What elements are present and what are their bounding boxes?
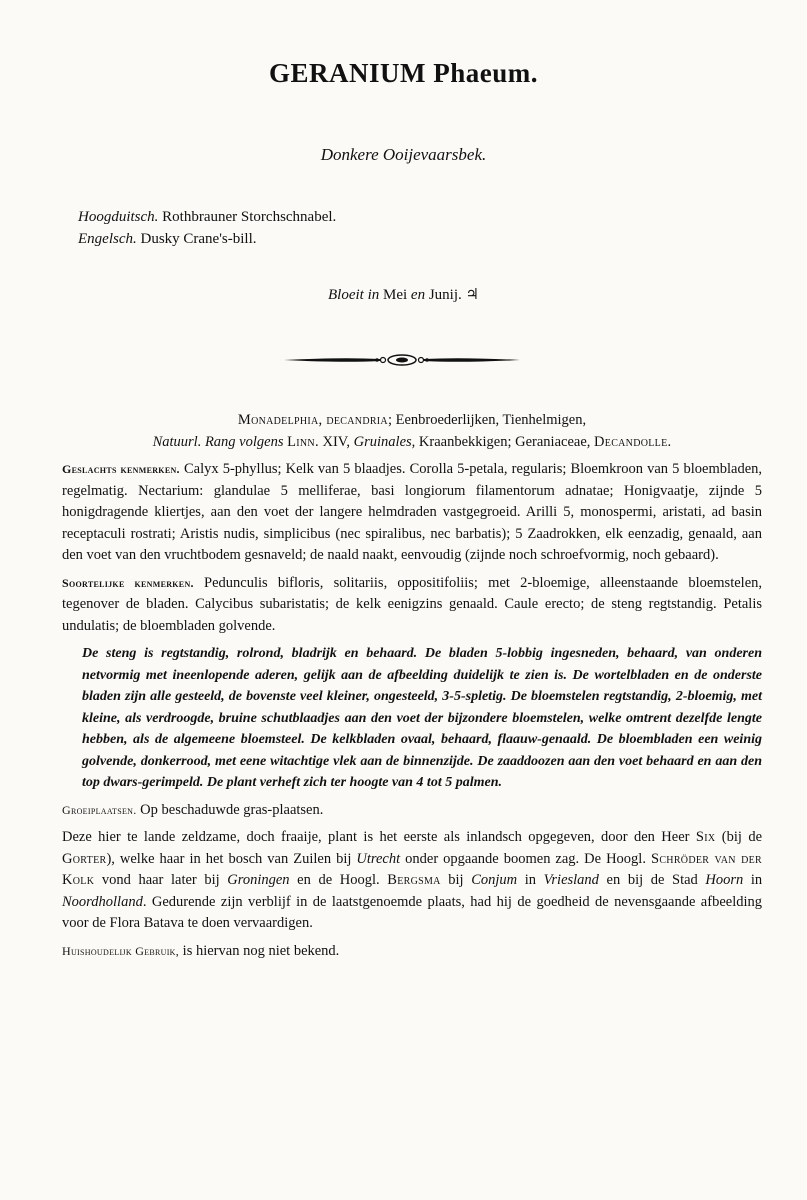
plant-description: De steng is regtstandig, rolrond, bladrijk en behaard. De bladen 5-lobbig ingesneden, behaard, van onderen netvormig met ineenlopende aderen, gelijk aan de afbeelding duidelijk te zien is. De wortelbladen en de onderste bladen zijn alle gesteeld, de bovenste veel kleiner, ongesteeld, 3-5-spletig. De bloemstelen regtstandig, 2-bloemig, met kleine, als verdroogde, bruine schutblaadjes aan den voet der bijzondere bloemstelen, welke omtrent dezelfde lengte hebben, als de algemeene bloemsteel. De kelkbladen ovaal, behaard, flaauw-genaald. De bloembladen een weinig golvende, donkerrood, met eene witachtige vlek aan de binnenzijde. De zaaddoozen aan den voet behaard en aan den top dwars-gerimpeld. De plant verheft zich ter hoogte van 4 tot 5 palmen. (82, 646, 762, 790)
use-text: is hiervan nog niet bekend. (182, 942, 340, 959)
class-linn: Linn. (287, 433, 319, 450)
species-text: Pedunculis bifloris, solitariis, oppositifoliis; met 2-bloemige, alleenstaande bloemstelen, tegenover de bladen. Calycibus subaristatis; de kelk eenigzins genaald. Caule erecto; de steng regtstandig. Petalis undulatis; de bloembladen golvende. (62, 574, 763, 634)
history-t1: Deze hier te lande zeldzame, doch fraaije, plant is het eerste als inlandsch opgegeven, door den Heer (62, 829, 690, 845)
history-t2: (bij de (721, 829, 763, 845)
habitat-heading: Groeiplaatsen. (62, 802, 137, 817)
place-utrecht: Utrecht (356, 850, 401, 867)
class-gruinales: Gruinales (353, 433, 412, 450)
class-dutch-names: ; Eenbroederlijken, Tienhelmigen, (387, 412, 587, 428)
history-t10: in (750, 872, 763, 888)
place-vriesland: Vriesland (543, 872, 599, 888)
history-t5: vond haar later bij (101, 872, 220, 888)
perennial-symbol: ♃ (465, 287, 479, 303)
history (62, 827, 762, 935)
ornament-divider (282, 350, 522, 370)
bloom-word-4: en (410, 287, 426, 303)
class-natural-rank: Natuurl. Rang volgens (152, 433, 284, 450)
vernacular-names (78, 206, 336, 250)
history-t9: en bij de Stad (606, 872, 698, 888)
history-t11: . Gedurende zijn verblijf in de laatstgenoemde plaats, had hij de goedheid de nevensgaande afbeelding voor de Flora Batava te doen vervaardigen. (62, 893, 762, 931)
class-number: XIV, (322, 433, 351, 450)
name-english-lang: Engelsch. (78, 231, 137, 247)
page-title: GERANIUM Phaeum. (269, 58, 538, 88)
bloom-word-5: Junij. (428, 287, 462, 303)
place-conjum: Conjum (471, 872, 518, 888)
person-six: Six (695, 829, 716, 845)
history-t4: onder opgaande boomen zag. De Hoogl. (405, 850, 646, 867)
species-heading: Soortelijke kenmerken. (62, 575, 194, 590)
use-heading: Huishoudelijk Gebruik, (62, 943, 180, 958)
history-t3: ), welke haar in het bosch van Zuilen bij (106, 850, 352, 867)
place-hoorn: Hoorn (705, 872, 744, 888)
species-characteristics (62, 573, 762, 638)
place-noordholland: Noordholland (62, 893, 143, 910)
main-text (62, 410, 762, 968)
name-german-lang: Hoogduitsch. (78, 209, 159, 225)
bloom-word-1: Bloeit (328, 287, 364, 303)
name-german-value: Rothbrauner Storchschnabel. (162, 209, 337, 225)
person-bergsma: Bergsma (387, 872, 441, 888)
name-german (78, 206, 336, 228)
habitat-text: Op beschaduwde gras-plaatsen. (140, 801, 324, 818)
place-groningen: Groningen (227, 872, 290, 888)
classification-line-1 (62, 410, 762, 432)
class-decandolle: Decandolle. (594, 433, 672, 450)
person-gorter: Gorter (62, 850, 107, 867)
name-english-value: Dusky Crane's-bill. (140, 231, 257, 247)
person-schroder: Schröder van der Kolk (62, 850, 762, 888)
name-english (78, 228, 336, 250)
bloom-period (0, 285, 807, 304)
bloom-word-2: in (367, 287, 380, 303)
genus-text: Calyx 5-phyllus; Kelk van 5 blaadjes. Corolla 5-petala, regularis; Bloemkroon van 5 bloembladen, regelmatig. Nectarium: glandulae 5 melliferae, basi longiorum filamentorum adnatae; Honigvaatje, zijnde 5 honigdragende kliertjes, aan den voet der langere helmdraden vastgegroeid. Arilli 5, monospermi, aristati, ad basin receptaculi rostrati; Aristis nudis, simplicibus (nec spiralibus, nec barbatis); 5 Zaadrokken, elk eenzadig, genaald, aan den voet van den vruchtbodem gesnaveld; de naald naakt, eenvoudig (zijnde noch schroefvormig, noch gebaard). (62, 461, 763, 563)
dutch-name: Donkere Ooijevaarsbek. (320, 145, 487, 164)
class-sexual-system: Monadelphia, decandria (237, 412, 388, 428)
class-families: , Kraanbekkigen; Geraniaceae, (411, 433, 591, 450)
history-t8: in (524, 872, 537, 888)
history-t6: en de Hoogl. (297, 872, 380, 888)
bloom-word-3: Mei (383, 287, 408, 303)
classification-line-2 (62, 432, 762, 454)
genus-heading: Geslachts kenmerken. (62, 462, 180, 476)
domestic-use (62, 941, 762, 963)
habitat (62, 800, 762, 822)
genus-characteristics (62, 459, 762, 567)
history-t7: bij (448, 872, 464, 888)
